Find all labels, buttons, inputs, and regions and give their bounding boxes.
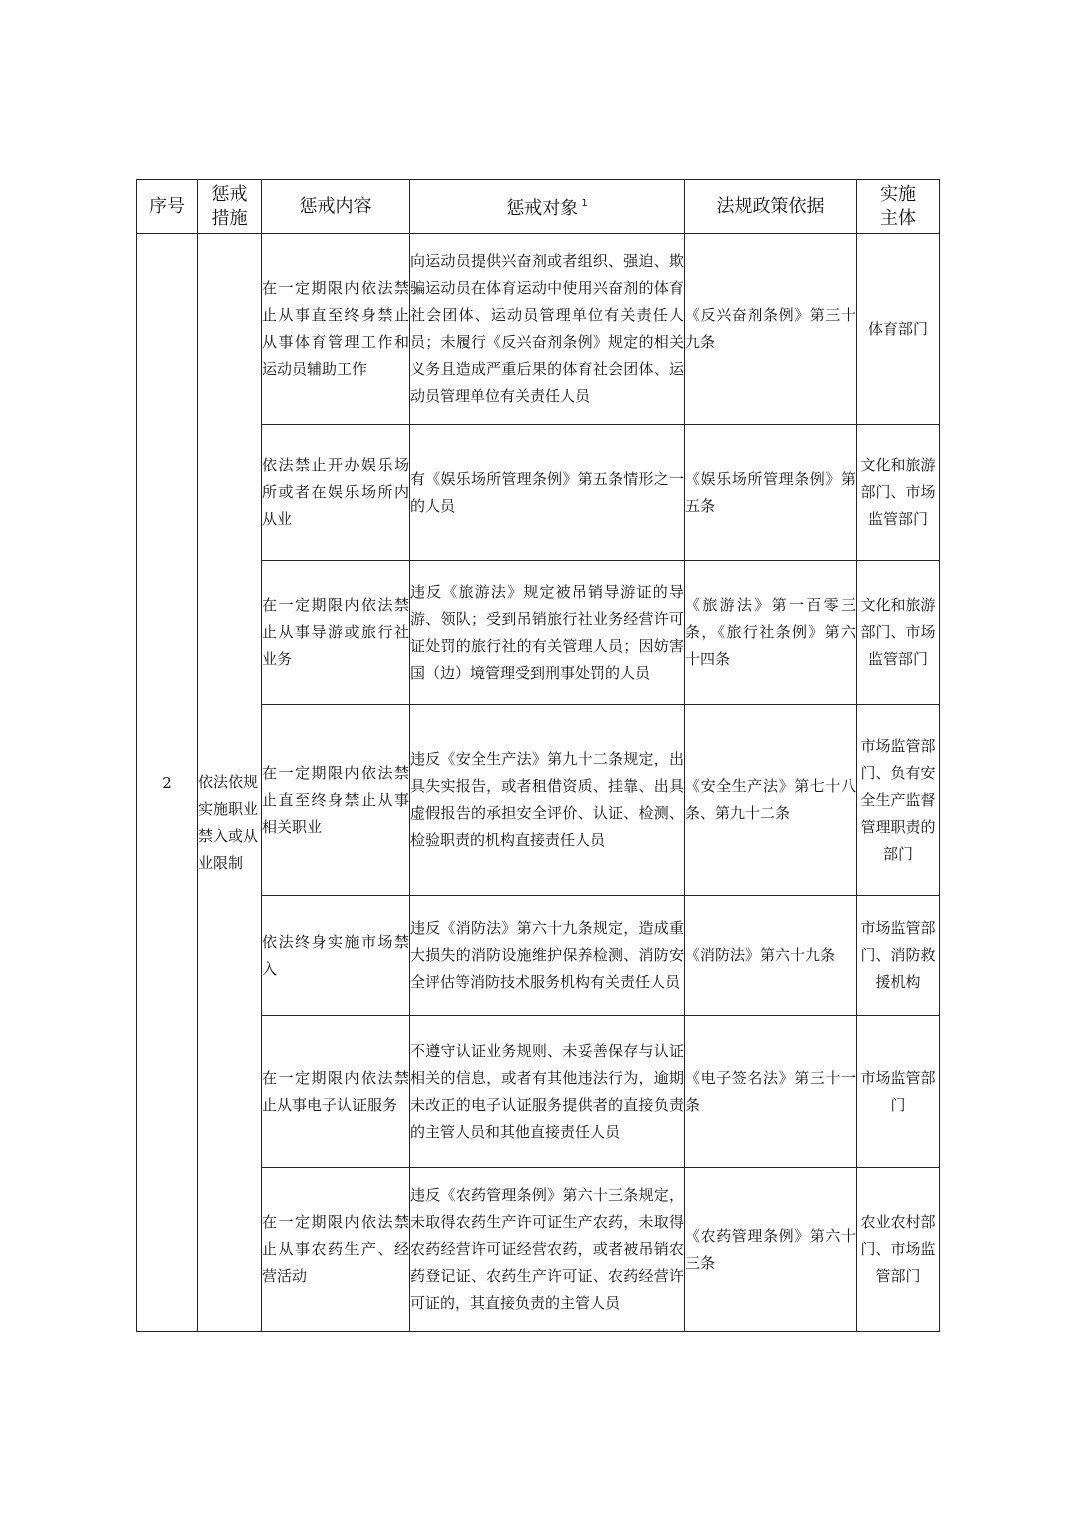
basis-text: 《旅游法》第一百零三条，《旅行社条例》第六十四条 xyxy=(685,596,856,668)
content-cell xyxy=(262,1168,410,1332)
header-measure-label: 惩戒措施 xyxy=(211,183,248,229)
seq-value: 2 xyxy=(162,773,172,792)
object-text: 违反《旅游法》规定被吊销导游证的导游、领队；受到吊销旅行社业务经营许可证处罚的旅行社的有关管理人员；因妨害国（边）境管理受到刑事处罚的人员 xyxy=(410,582,684,682)
basis-text: 《娱乐场所管理条例》第五条 xyxy=(685,469,856,515)
basis-cell xyxy=(685,425,857,561)
content-text: 在一定期限内依法禁止从事农药生产、经营活动 xyxy=(262,1213,409,1285)
object-text: 违反《消防法》第六十九条规定，造成重大损失的消防设施维护保养检测、消防安全评估等消防技术服务机构有关责任人员 xyxy=(410,919,684,991)
object-cell xyxy=(410,896,685,1016)
header-row xyxy=(137,180,940,234)
body-text: 文化和旅游部门、市场监管部门 xyxy=(860,456,936,528)
basis-cell xyxy=(685,896,857,1016)
object-text: 不遵守认证业务规则、未妥善保存与认证相关的信息，或者有其他违法行为，逾期未改正的电子认证服务提供者的直接负责的主管人员和其他直接责任人员 xyxy=(410,1041,684,1141)
basis-cell xyxy=(685,561,857,705)
header-object-label: 惩戒对象 xyxy=(506,198,579,219)
body-cell xyxy=(857,896,940,1016)
body-text: 文化和旅游部门、市场监管部门 xyxy=(860,596,936,668)
object-text: 违反《农药管理条例》第六十三条规定，未取得农药生产许可证生产农药，未取得农药经营许可证经营农药，或者被吊销农药登记证、农药生产许可证、农药经营许可证的，其直接负责的主管人员 xyxy=(410,1186,684,1312)
seq-cell xyxy=(137,234,198,1332)
object-text: 有《娱乐场所管理条例》第五条情形之一的人员 xyxy=(410,469,684,515)
header-seq xyxy=(137,180,198,234)
content-cell xyxy=(262,705,410,896)
content-cell xyxy=(262,561,410,705)
content-text: 依法终身实施市场禁入 xyxy=(262,932,409,978)
object-cell xyxy=(410,234,685,425)
body-cell xyxy=(857,1016,940,1168)
object-cell xyxy=(410,1168,685,1332)
header-seq-label: 序号 xyxy=(149,195,185,217)
header-body xyxy=(857,180,940,234)
body-text: 市场监管部门、消防救援机构 xyxy=(860,919,936,991)
footnote-marker: 1 xyxy=(581,198,588,209)
header-content-label: 惩戒内容 xyxy=(299,195,372,217)
body-cell xyxy=(857,705,940,896)
basis-text: 《反兴奋剂条例》第三十九条 xyxy=(685,306,856,351)
basis-cell xyxy=(685,705,857,896)
body-cell xyxy=(857,425,940,561)
basis-text: 《农药管理条例》第六十三条 xyxy=(685,1226,856,1272)
header-basis xyxy=(685,180,857,234)
content-text: 依法禁止开办娱乐场所或者在娱乐场所内从业 xyxy=(262,456,409,528)
basis-cell xyxy=(685,234,857,425)
basis-cell xyxy=(685,1168,857,1332)
basis-text: 《消防法》第六十九条 xyxy=(685,946,836,964)
body-cell xyxy=(857,234,940,425)
measure-value: 依法依规实施职业禁入或从业限制 xyxy=(198,772,259,872)
content-cell xyxy=(262,1016,410,1168)
content-text: 在一定期限内依法禁止从事电子认证服务 xyxy=(262,1068,409,1114)
header-basis-label: 法规政策依据 xyxy=(716,195,825,217)
object-cell xyxy=(410,705,685,896)
content-text: 在一定期限内依法禁止从事直至终身禁止从事体育管理工作和运动员辅助工作 xyxy=(262,279,409,378)
content-cell xyxy=(262,896,410,1016)
header-body-label: 实施主体 xyxy=(880,183,916,229)
object-cell xyxy=(410,425,685,561)
header-object xyxy=(410,180,685,234)
body-text: 农业农村部门、市场监管部门 xyxy=(860,1213,936,1285)
content-cell xyxy=(262,425,410,561)
content-text: 在一定期限内依法禁止直至终身禁止从事相关职业 xyxy=(262,763,409,836)
object-text: 向运动员提供兴奋剂或者组织、强迫、欺骗运动员在体育运动中使用兴奋剂的体育社会团体、运动员管理单位有关责任人员；未履行《反兴奋剂条例》规定的相关义务且造成严重后果的体育社会团体、运动员管理单位有关责任人员 xyxy=(410,252,684,405)
body-text: 体育部门 xyxy=(867,319,928,338)
object-text: 违反《安全生产法》第九十二条规定，出具失实报告，或者租借资质、挂靠、出具虚假报告的承担安全评价、认证、检测、检验职责的机构直接责任人员 xyxy=(410,750,684,849)
punishment-table xyxy=(136,179,940,1332)
object-cell xyxy=(410,1016,685,1168)
body-text: 市场监管部门 xyxy=(860,1068,936,1114)
basis-text: 《安全生产法》第七十八条、第九十二条 xyxy=(685,777,856,822)
body-cell xyxy=(857,1168,940,1332)
content-text: 在一定期限内依法禁止从事导游或旅行社业务 xyxy=(262,596,409,668)
header-content xyxy=(262,180,410,234)
table-row xyxy=(137,234,940,425)
body-cell xyxy=(857,561,940,705)
body-text: 市场监管部门、负有安全生产监督管理职责的部门 xyxy=(860,736,936,863)
object-cell xyxy=(410,561,685,705)
measure-cell xyxy=(198,234,262,1332)
basis-text: 《电子签名法》第三十一条 xyxy=(685,1068,856,1114)
header-measure xyxy=(198,180,262,234)
basis-cell xyxy=(685,1016,857,1168)
content-cell xyxy=(262,234,410,425)
